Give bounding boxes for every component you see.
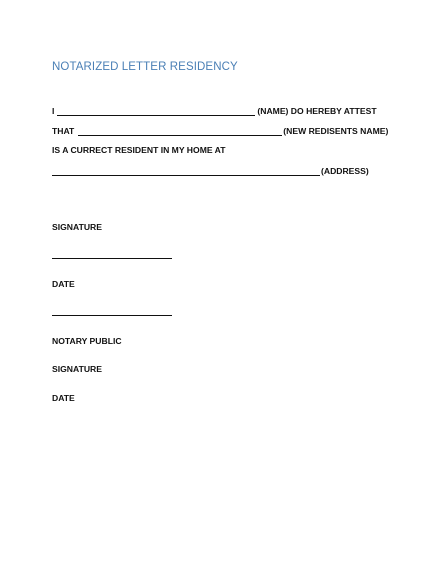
resident-name-blank[interactable] — [78, 126, 282, 136]
resident-statement-line — [52, 143, 225, 155]
attest-prefix: I — [52, 106, 55, 116]
signature-label: SIGNATURE — [52, 222, 102, 232]
document-title: NOTARIZED LETTER RESIDENCY — [52, 61, 238, 73]
notary-public-label: NOTARY PUBLIC — [52, 336, 122, 346]
attest-suffix: (NAME) DO HEREBY ATTEST — [257, 106, 377, 116]
resident-name-line — [52, 124, 388, 136]
resident-statement: IS A CURRECT RESIDENT IN MY HOME AT — [52, 145, 226, 155]
notary-date-label: DATE — [52, 393, 75, 403]
that-prefix: THAT — [52, 126, 75, 136]
date-label: DATE — [52, 279, 75, 289]
resident-name-suffix: (NEW REDISENTS NAME) — [283, 126, 389, 136]
name-blank[interactable] — [57, 106, 255, 116]
address-blank[interactable] — [52, 166, 320, 176]
address-line — [52, 164, 369, 176]
signature-line[interactable] — [52, 258, 172, 259]
attest-line — [52, 104, 377, 116]
date-line[interactable] — [52, 315, 172, 316]
address-suffix: (ADDRESS) — [321, 166, 369, 176]
notary-signature-label: SIGNATURE — [52, 364, 102, 374]
